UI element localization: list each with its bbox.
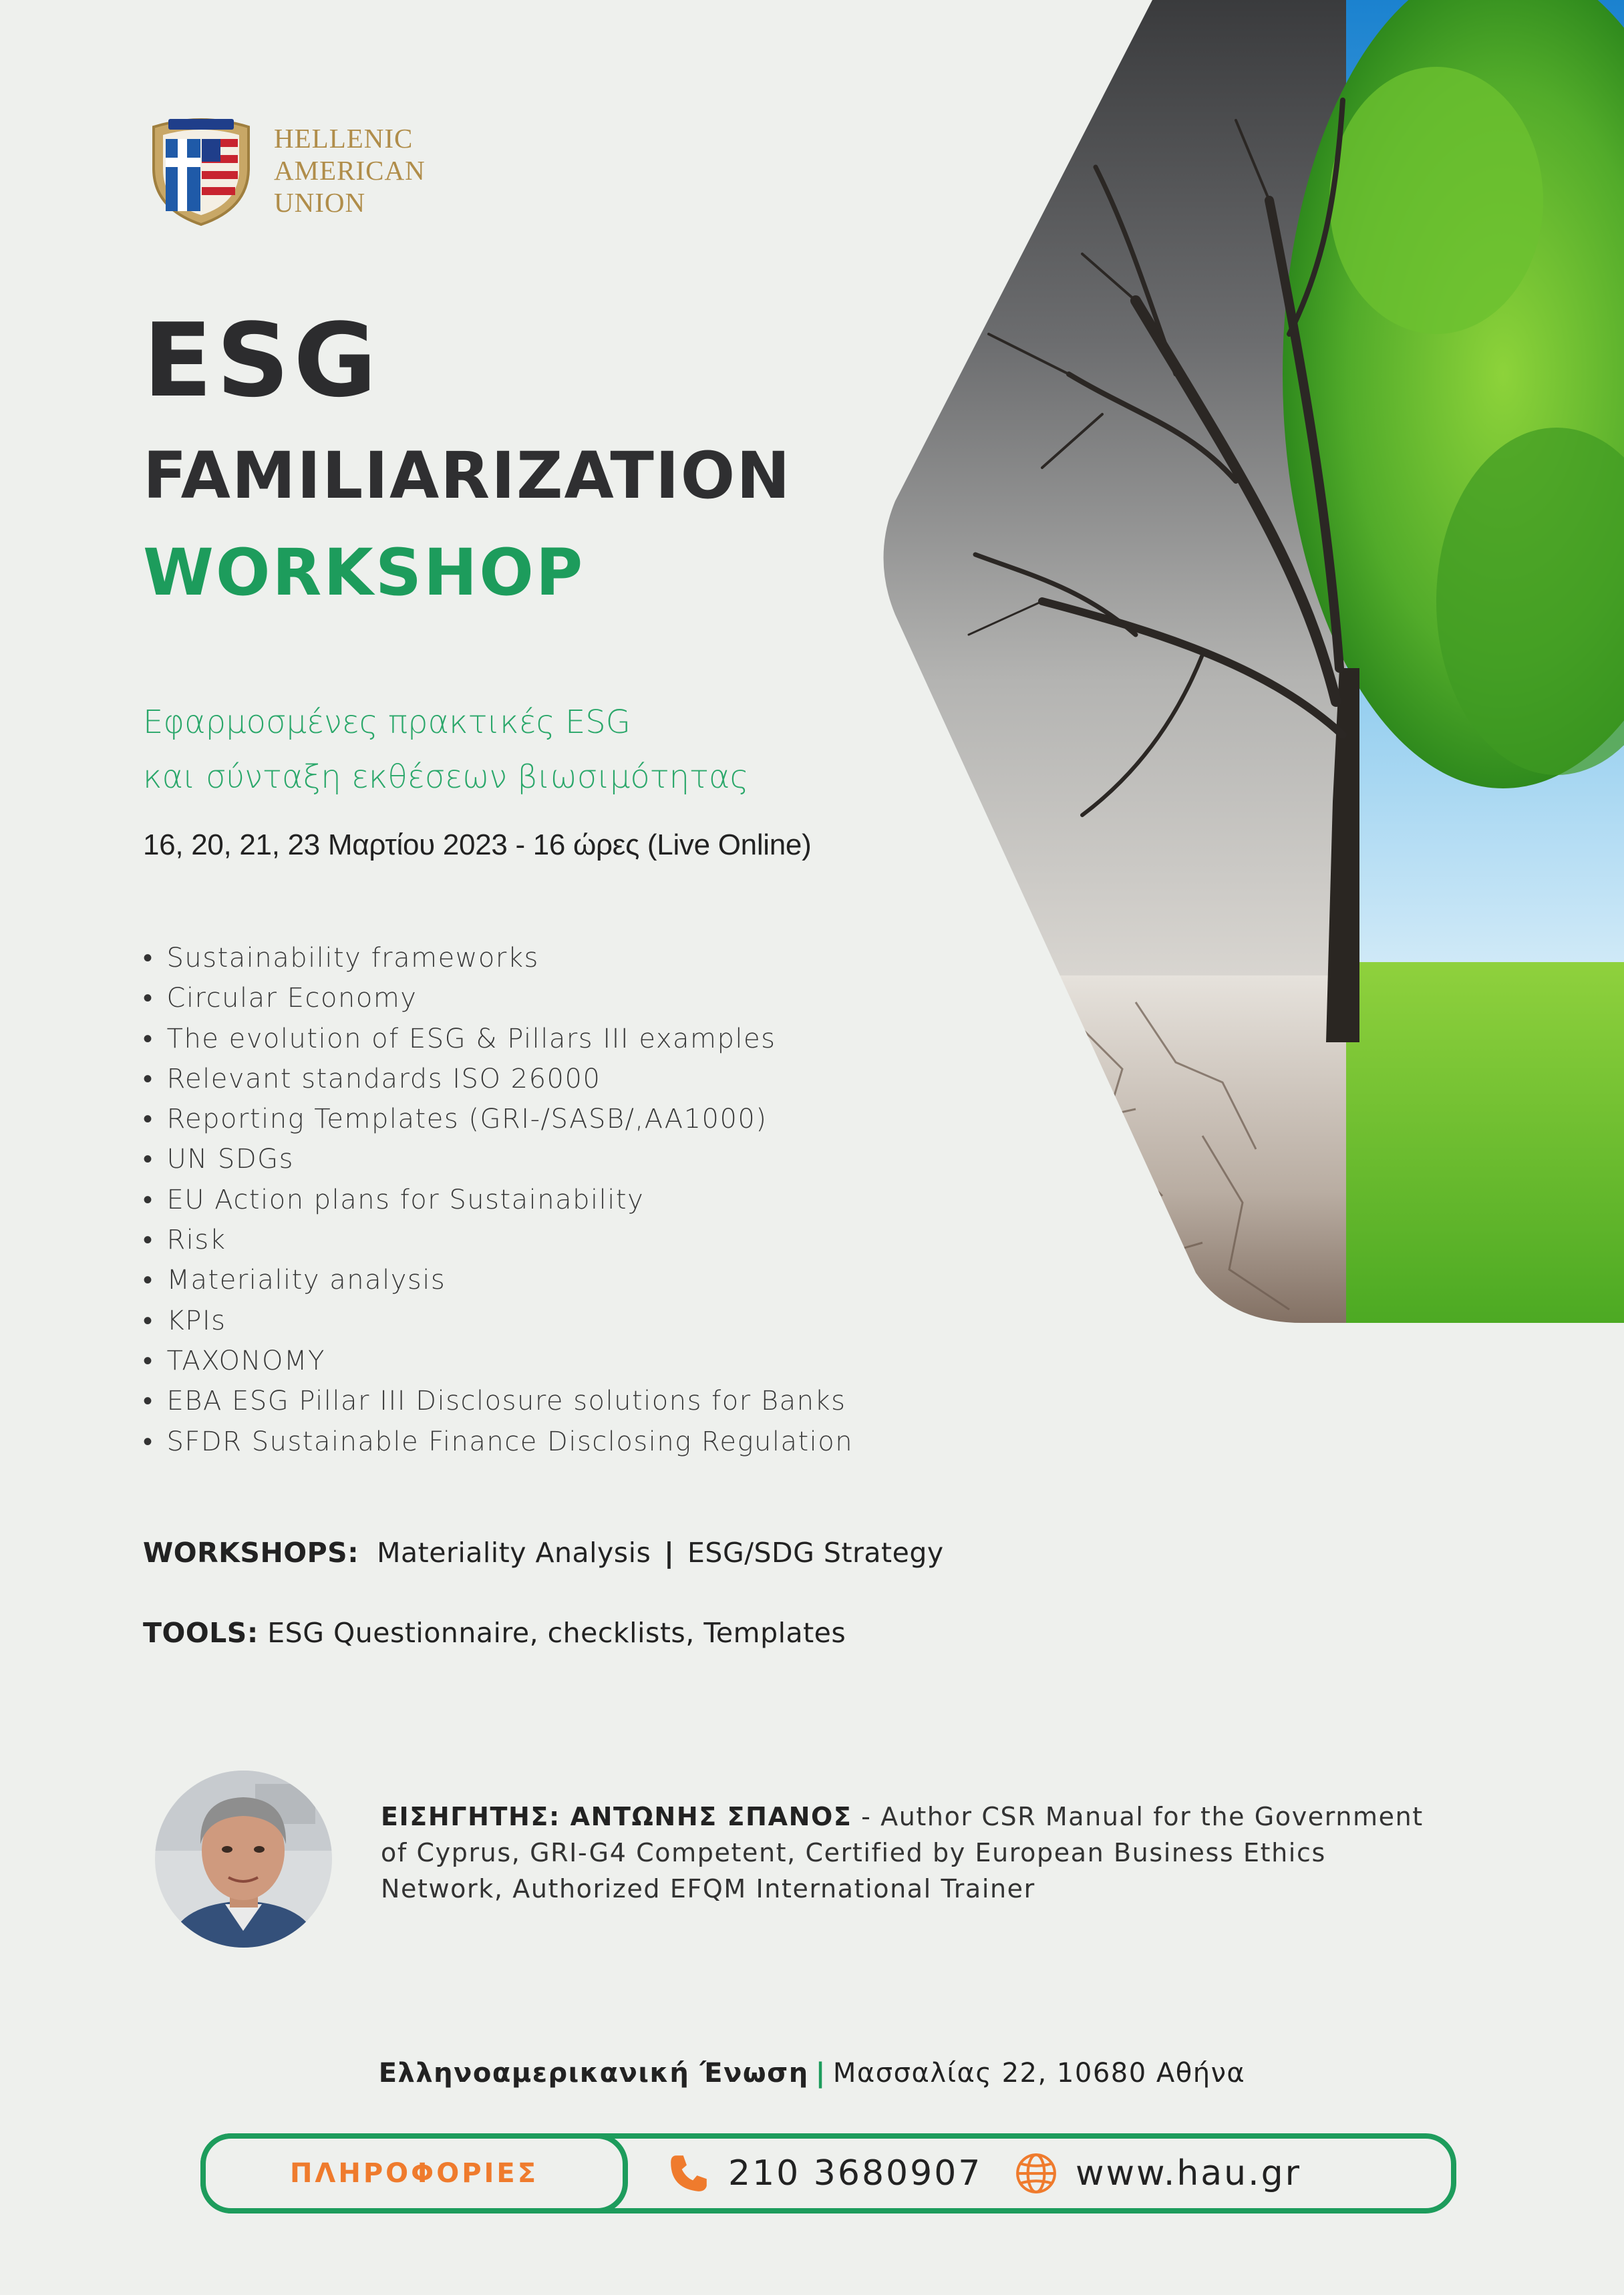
topic-item: • EU Action plans for Sustainability: [143, 1180, 853, 1220]
brand-name-line2: AMERICAN: [274, 155, 426, 186]
info-label: ΠΛΗΡΟΦΟΡΙΕΣ: [200, 2133, 628, 2213]
workshops-label: WORKSHOPS:: [143, 1537, 359, 1569]
title-familiarization: FAMILIARIZATION: [143, 438, 792, 513]
brand-name-line3: UNION: [274, 187, 366, 218]
brand-name-line1: HELLENIC: [274, 123, 414, 154]
workshops-line: [143, 1537, 944, 1569]
speaker-name: ΕΙΣΗΓΗΤΗΣ: ΑΝΤΩΝΗΣ ΣΠΑΝΟΣ: [381, 1802, 852, 1831]
tools-line: [143, 1617, 846, 1649]
topic-item: • SFDR Sustainable Finance Disclosing Regulation: [143, 1422, 853, 1462]
subtitle: [143, 695, 749, 804]
workshops-separator: |: [663, 1537, 675, 1569]
speaker-avatar: [155, 1771, 332, 1948]
info-bar: [200, 2133, 1456, 2213]
venue-address: [0, 2058, 1624, 2089]
address-separator: |: [815, 2058, 826, 2089]
topics-list: [143, 938, 853, 1462]
tools-label: TOOLS:: [143, 1617, 259, 1649]
subtitle-line1: Εφαρμοσμένες πρακτικές ESG: [143, 704, 631, 741]
topic-item: • Circular Economy: [143, 978, 853, 1018]
topic-item: • KPIs: [143, 1301, 853, 1341]
workshop-item-strategy: ESG/SDG Strategy: [687, 1537, 944, 1569]
title-workshop: WORKSHOP: [143, 535, 585, 610]
phone-contact[interactable]: [667, 2139, 982, 2208]
brand-logo[interactable]: [148, 115, 426, 226]
speaker-credentials: - Author CSR Manual for the Government of Cyprus, GRI-G4 Competent, Certified by European Business Ethics Network, Authorized EFQM International Trainer: [381, 1802, 1424, 1903]
website-link[interactable]: [1014, 2139, 1301, 2208]
topic-item: • Materiality analysis: [143, 1260, 853, 1300]
topic-item: • UN SDGs: [143, 1139, 853, 1179]
topic-item: • Risk: [143, 1220, 853, 1260]
topic-item: • Sustainability frameworks: [143, 938, 853, 978]
website-url: www.hau.gr: [1076, 2153, 1302, 2193]
event-dates: 16, 20, 21, 23 Μαρτίου 2023 - 16 ώρες (Live Online): [143, 828, 812, 861]
title-esg: ESG: [143, 301, 381, 420]
tools-text: ESG Questionnaire, checklists, Templates: [267, 1617, 846, 1649]
venue-street: Μασσαλίας 22, 10680 Αθήνα: [832, 2058, 1246, 2089]
topic-item: • Reporting Templates (GRI-/SASB/,AA1000): [143, 1099, 853, 1139]
topic-item: • The evolution of ESG & Pillars III examples: [143, 1019, 853, 1059]
phone-icon: [667, 2151, 711, 2195]
topic-item: • Relevant standards ISO 26000: [143, 1059, 853, 1099]
workshop-item-materiality: Materiality Analysis: [377, 1537, 651, 1569]
topic-item: • TAXONOMY: [143, 1341, 853, 1381]
phone-number: 210 3680907: [728, 2153, 983, 2193]
globe-icon: [1014, 2151, 1058, 2195]
topic-item: • EBA ESG Pillar III Disclosure solutions for Banks: [143, 1381, 853, 1421]
hau-shield-logo-icon: [148, 115, 254, 226]
speaker-bio: [381, 1799, 1450, 1907]
venue-org: Ελληνοαμερικανική Ένωση: [378, 2058, 809, 2089]
subtitle-line2: και σύνταξη εκθέσεων βιωσιμότητας: [143, 758, 749, 796]
